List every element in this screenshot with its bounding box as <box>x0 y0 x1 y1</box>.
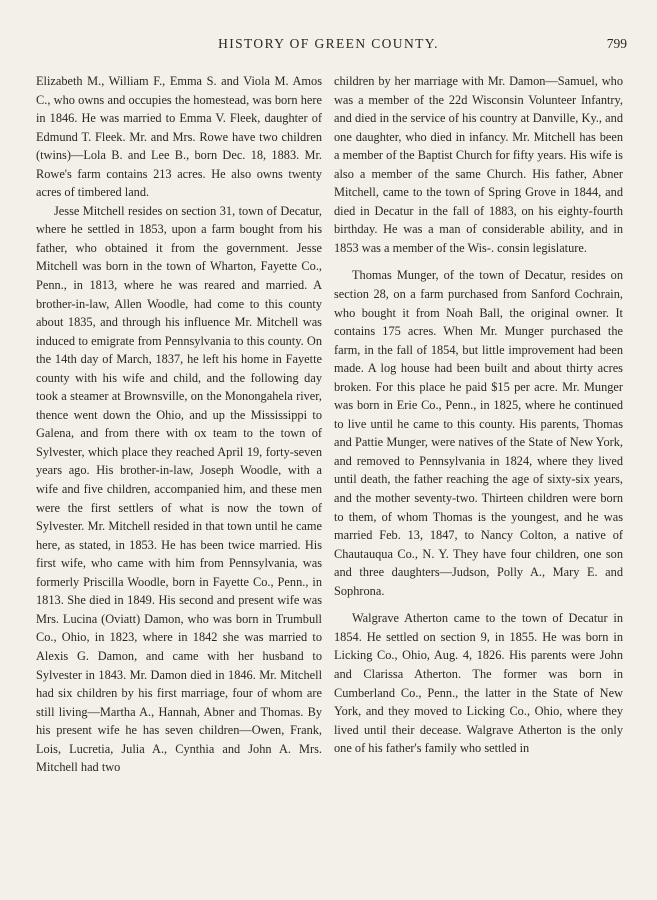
page-number: 799 <box>606 36 627 51</box>
paragraph-walgrave-atherton: Walgrave Atherton came to the town of Decatur in 1854. He settled on section 9, in 1855. He was born in Licking Co., Ohio, Aug. 4, 1826. His parents were John and Clarissa Atherton. The former was born in Cumberland Co., Penn., the latter in the State of New York, and they moved to Licking Co., Ohio, where they lived until their decease. Walgrave Atherton is the only one of his father's family who settled in <box>334 611 623 756</box>
paragraph-thomas-munger: Thomas Munger, of the town of Decatur, resides on section 28, on a farm purchased from Sanford Cochrain, who bought it from Noah Ball, the original owner. It contains 175 acres. When Mr. Munger purchased the farm, in the fall of 1854, but little improvement had been made. A log house had been built and about thirty acres broken. For this place he paid $15 per acre. Mr. Munger was born in Erie Co., Penn., in 1825, where he continued to live until he came to this county. His parents, Thomas and Pattie Munger, were natives of the State of New York, and removed to Pennsylvania in 1824, where they lived until death, the father reaching the age of sixty-six years, and the mother seventy-two. Thirteen children were born to them, of whom Thomas is the youngest, and he was married Feb. 13, 1847, to Nancy Colton, a native of Chautauqua Co., N. Y. They have four children, one son and three daughters—Judson, Polly A., Mary E. and Sophrona. <box>334 268 623 598</box>
paragraph-jesse-mitchell: Jesse Mitchell resides on section 31, town of Decatur, where he settled in 1853, upon a farm bought from his father, who obtained it from the government. Jesse Mitchell was born in the town of Wharton, Fayette Co., Penn., in 1813, where he was reared and married. A brother-in-law, Allen Woodle, had come to this county about 1835, and through his influence Mr. Mitchell was induced to emigrate from Pennsylvania to this county. On the 14th day of March, 1837, he left his home in Fayette county with his wife and child, and the following day took a steamer at Brownsville, on the Monongahela river, thence went down the Ohio, and up the Mississippi to Galena, and from there with ox team to the town of Sylvester, which place they reached April 19, forty-seven years ago. His brother-in-law, Joseph Woodle, with a wife and five children, accompanied him, and these men were the first settlers of what is now the town of Sylvester. Mr. Mitchell resided in that town until he came here, as stated, in 1853. He has been twice married. His first wife, who came with him from Pennsylvania, was formerly Priscilla Woodle, born in Fayette Co., Penn., in 1813. She died in 1849. His second and present wife was Mrs. Lucina (Oviatt) Damon, who was born in Trumbull Co., Ohio, in 1823, where in 1842 she was married to Alexis G. Damon, and came with her husband to Sylvester in 1843. Mr. Damon died in 1846. Mr. Mitchell had six children by his first marriage, four of whom are still living—Martha A., Hannah, Abner and Thomas. By his present wife he has seven children—Owen, Frank, Lois, Lucretia, Julia A., Cynthia and John A. Mrs. Mitchell had two <box>36 203 322 775</box>
page-header <box>0 34 657 58</box>
paragraph-rowe-family: Elizabeth M., William F., Emma S. and Viola M. Amos C., who owns and occupies the homestead, was born here in 1846. He was married to Emma V. Fleek, daughter of Edmund T. Fleek. Mr. and Mrs. Rowe have two children (twins)—Lola B. and Lee B., born Dec. 18, 1883. Mr. Rowe's farm contains 213 acres. He also owns twenty acres of timbered land. <box>36 74 322 200</box>
left-column <box>36 72 322 777</box>
right-column <box>334 72 623 758</box>
running-title: HISTORY OF GREEN COUNTY. <box>218 36 439 51</box>
paragraph-mitchell-continued: children by her marriage with Mr. Damon—Samuel, who was a member of the 22d Wisconsin Volunteer Infantry, and died in the service of his country at Danville, Ky., and one daughter, who died in infancy. Mr. Mitchell has been a member of the Baptist Church for fifty years. His wife is also a member of the same Church. His father, Abner Mitchell, came to the town of Spring Grove in 1844, and died in Decatur in the fall of 1883, on his eighty-fourth birthday. He was a man of considerable ability, and in 1853 was a member of the Wis-. consin legislature. <box>334 74 623 255</box>
